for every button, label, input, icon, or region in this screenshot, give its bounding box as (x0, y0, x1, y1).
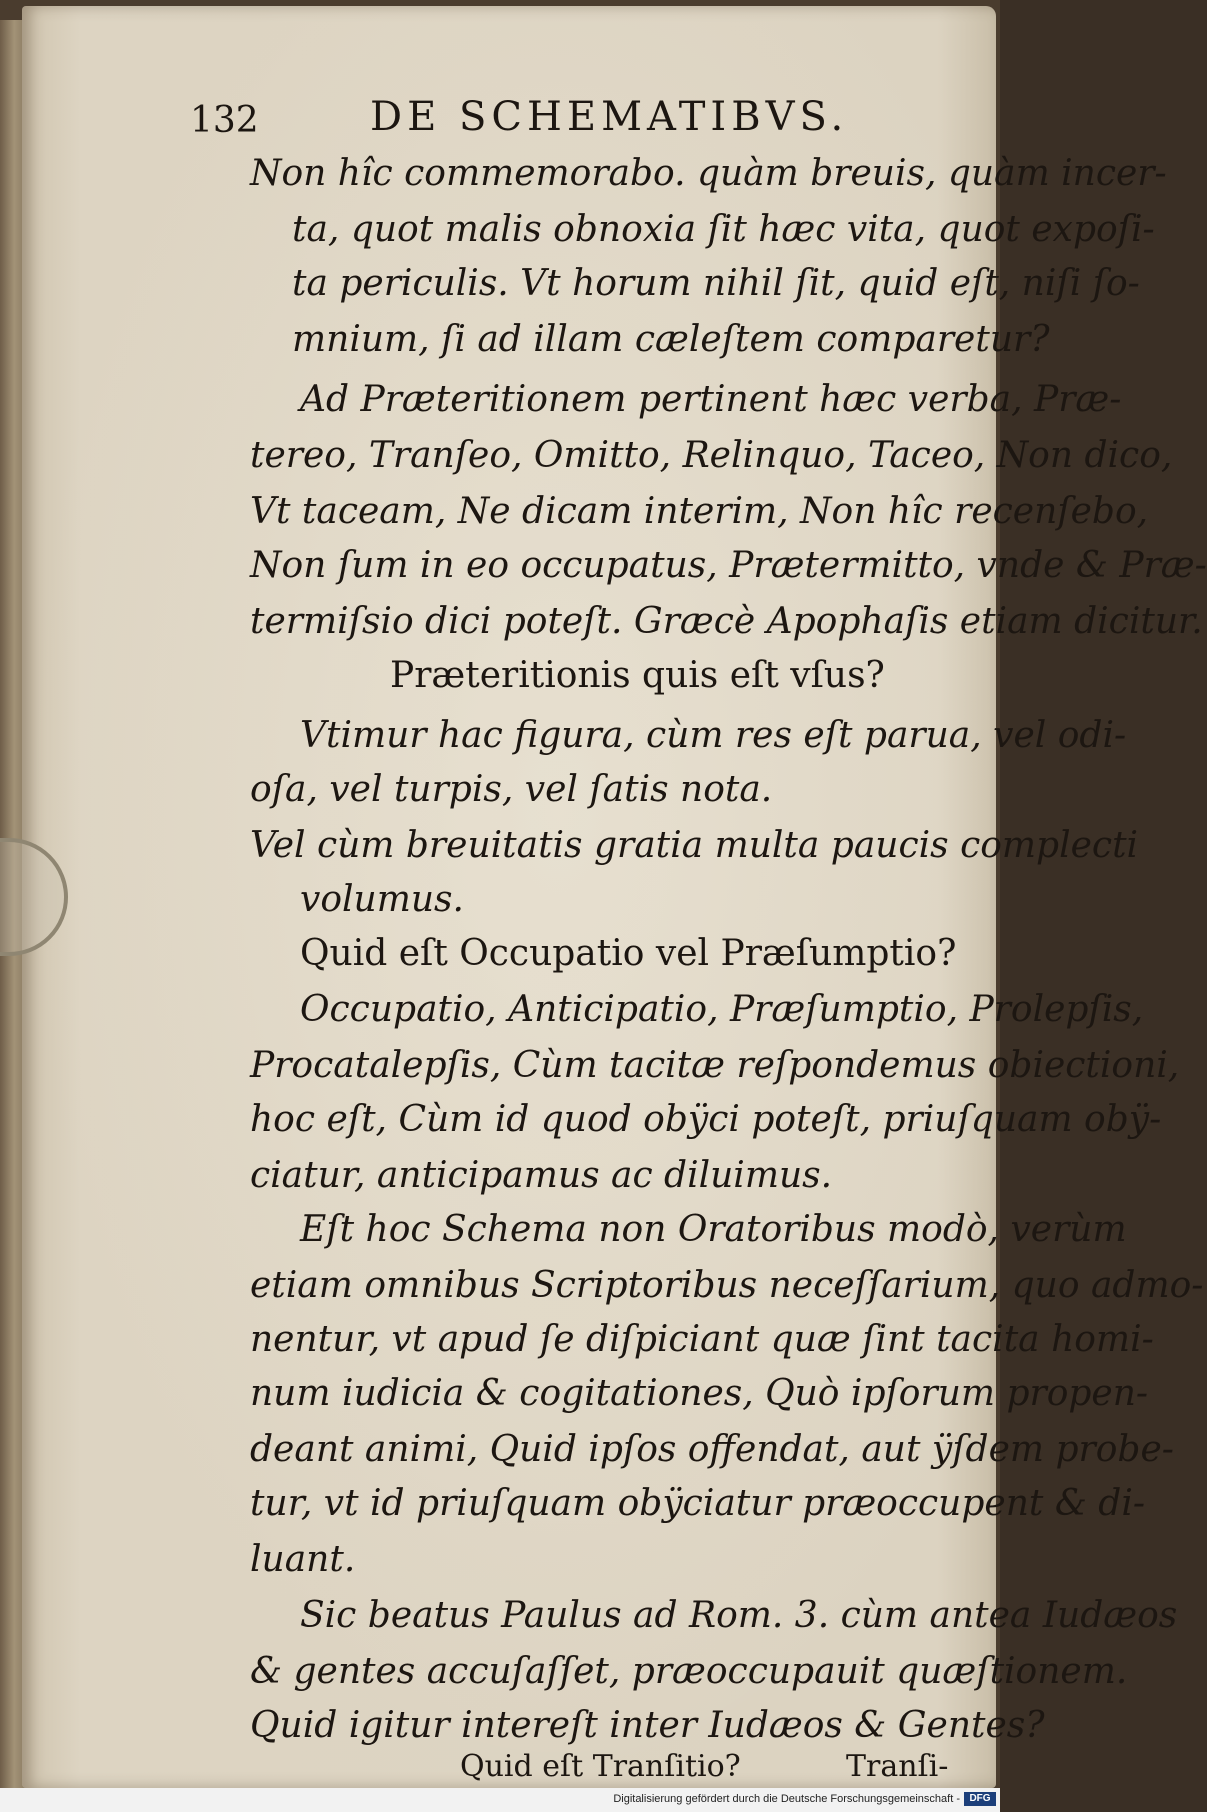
text-line: tereo, Tranſeo, Omitto, Relinquo, Taceo, Non dico, (250, 435, 1173, 476)
text-line: ta, quot malis obnoxia ſit hæc vita, quot expoſi- (292, 209, 1155, 250)
text-line: luant. (250, 1539, 356, 1580)
page-number: 132 (190, 100, 259, 141)
text-line: oſa, vel turpis, vel ſatis nota. (250, 769, 773, 810)
section-heading: Quid eſt Occupatio vel Præſumptio? (300, 933, 957, 974)
text-line: Vt taceam, Ne dicam interim, Non hîc recenſebo, (250, 491, 1149, 532)
text-line: ciatur, anticipamus ac diluimus. (250, 1155, 833, 1196)
dfg-logo: DFG (964, 1792, 996, 1806)
text-line: & gentes accuſaſſet, præoccupauit quæſtionem. (250, 1651, 1128, 1692)
text-line: Eſt hoc Schema non Oratoribus modò, verùm (300, 1209, 1127, 1250)
digitization-credit: Digitalisierung gefördert durch die Deutsche Forschungsgemeinschaft - (613, 1793, 960, 1805)
text-line: ta periculis. Vt horum nihil ſit, quid eſt, niſi ſo- (292, 263, 1140, 304)
text-line: termiſsio dici poteſt. Græcè Apophaſis etiam dicitur. (250, 601, 1203, 642)
text-line: nentur, vt apud ſe diſpiciant quæ ſint tacita homi- (250, 1319, 1154, 1360)
text-line: Procatalepſis, Cùm tacitæ reſpondemus obiectioni, (250, 1045, 1180, 1086)
text-line: Quid igitur intereſt inter Iudæos & Gentes? (250, 1705, 1045, 1746)
text-line: tur, vt id priuſquam obÿciatur præoccupent & di- (250, 1483, 1146, 1524)
text-line: hoc eſt, Cùm id quod obÿci poteſt, priuſquam obÿ- (250, 1099, 1162, 1140)
section-heading: Præteritionis quis eſt vſus? (390, 655, 885, 696)
text-line: Non hîc commemorabo. quàm breuis, quàm incer- (250, 153, 1167, 194)
text-line: Vel cùm breuitatis gratia multa paucis complecti (250, 825, 1139, 866)
text-line: deant animi, Quid ipſos offendat, aut ÿſdem probe- (250, 1429, 1174, 1470)
text-line: Ad Præteritionem pertinent hæc verba, Præ- (300, 379, 1122, 420)
text-line: Occupatio, Anticipatio, Præſumptio, Prolepſis, (300, 989, 1144, 1030)
text-line: etiam omnibus Scriptoribus neceſſarium, quo admo- (250, 1265, 1204, 1306)
text-line: volumus. (300, 879, 464, 920)
running-head: DE SCHEMATIBVS. (370, 94, 849, 140)
text-line: mnium, ſi ad illam cæleſtem comparetur? (292, 319, 1050, 360)
text-line: Sic beatus Paulus ad Rom. 3. cùm antea Iudæos (300, 1595, 1178, 1636)
catchword: Tranſi- (846, 1749, 949, 1784)
text-line: num iudicia & cogitationes, Quò ipſorum propen- (250, 1373, 1149, 1414)
section-heading: Quid eſt Tranſitio? (460, 1749, 741, 1784)
text-line: Non ſum in eo occupatus, Prætermitto, vnde & Præ- (250, 545, 1207, 586)
text-line: Vtimur hac figura, cùm res eſt parua, vel odi- (300, 715, 1127, 756)
